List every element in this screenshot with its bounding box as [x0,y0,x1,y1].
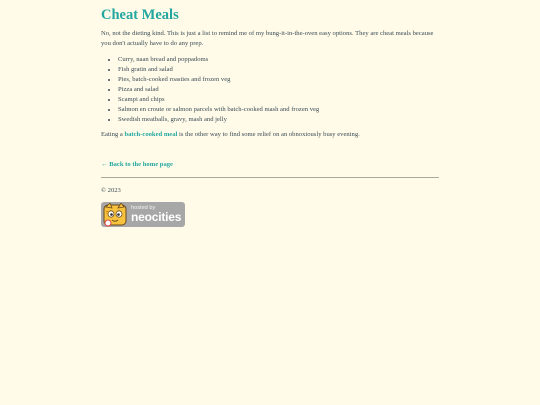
neocities-badge[interactable] [101,202,185,227]
hosted-by-label: hosted by [131,205,156,211]
back-to-home-link[interactable]: ← Back to the home page [101,161,173,168]
list-item: • Scampi and chips [118,95,439,105]
page-title: Cheat Meals [101,7,179,23]
neocities-brand-label: neocities [131,210,182,224]
list-item: • Fish gratin and salad [118,65,439,75]
outro-paragraph [101,130,439,140]
copyright-text: © 2023 [101,187,121,194]
outro-text-after: is the other way to find some relief on an obnoxiously busy evening. [177,131,360,138]
list-item: • Pizza and salad [118,85,439,95]
page-content [101,7,439,227]
intro-paragraph: No, not the dieting kind. This is just a list to remind me of my bung-it-in-the-oven easy options. They are cheat meals because you don't actually have to do any prep. [101,30,434,47]
outro-text-before: Eating a [101,131,125,138]
batch-cooked-meal-link[interactable]: batch-cooked meal [124,131,178,138]
footer-divider [101,177,439,178]
meal-list [101,55,439,125]
list-item: • Curry, naan bread and poppadoms [118,55,439,65]
list-item: • Salmon en croute or salmon parcels with batch-cooked mash and frozen veg [118,105,439,115]
list-item: • Pies, batch-cooked roasties and frozen veg [118,75,439,85]
list-item: • Swedish meatballs, gravy, mash and jelly [118,115,439,125]
neocities-cat-icon [103,203,129,227]
